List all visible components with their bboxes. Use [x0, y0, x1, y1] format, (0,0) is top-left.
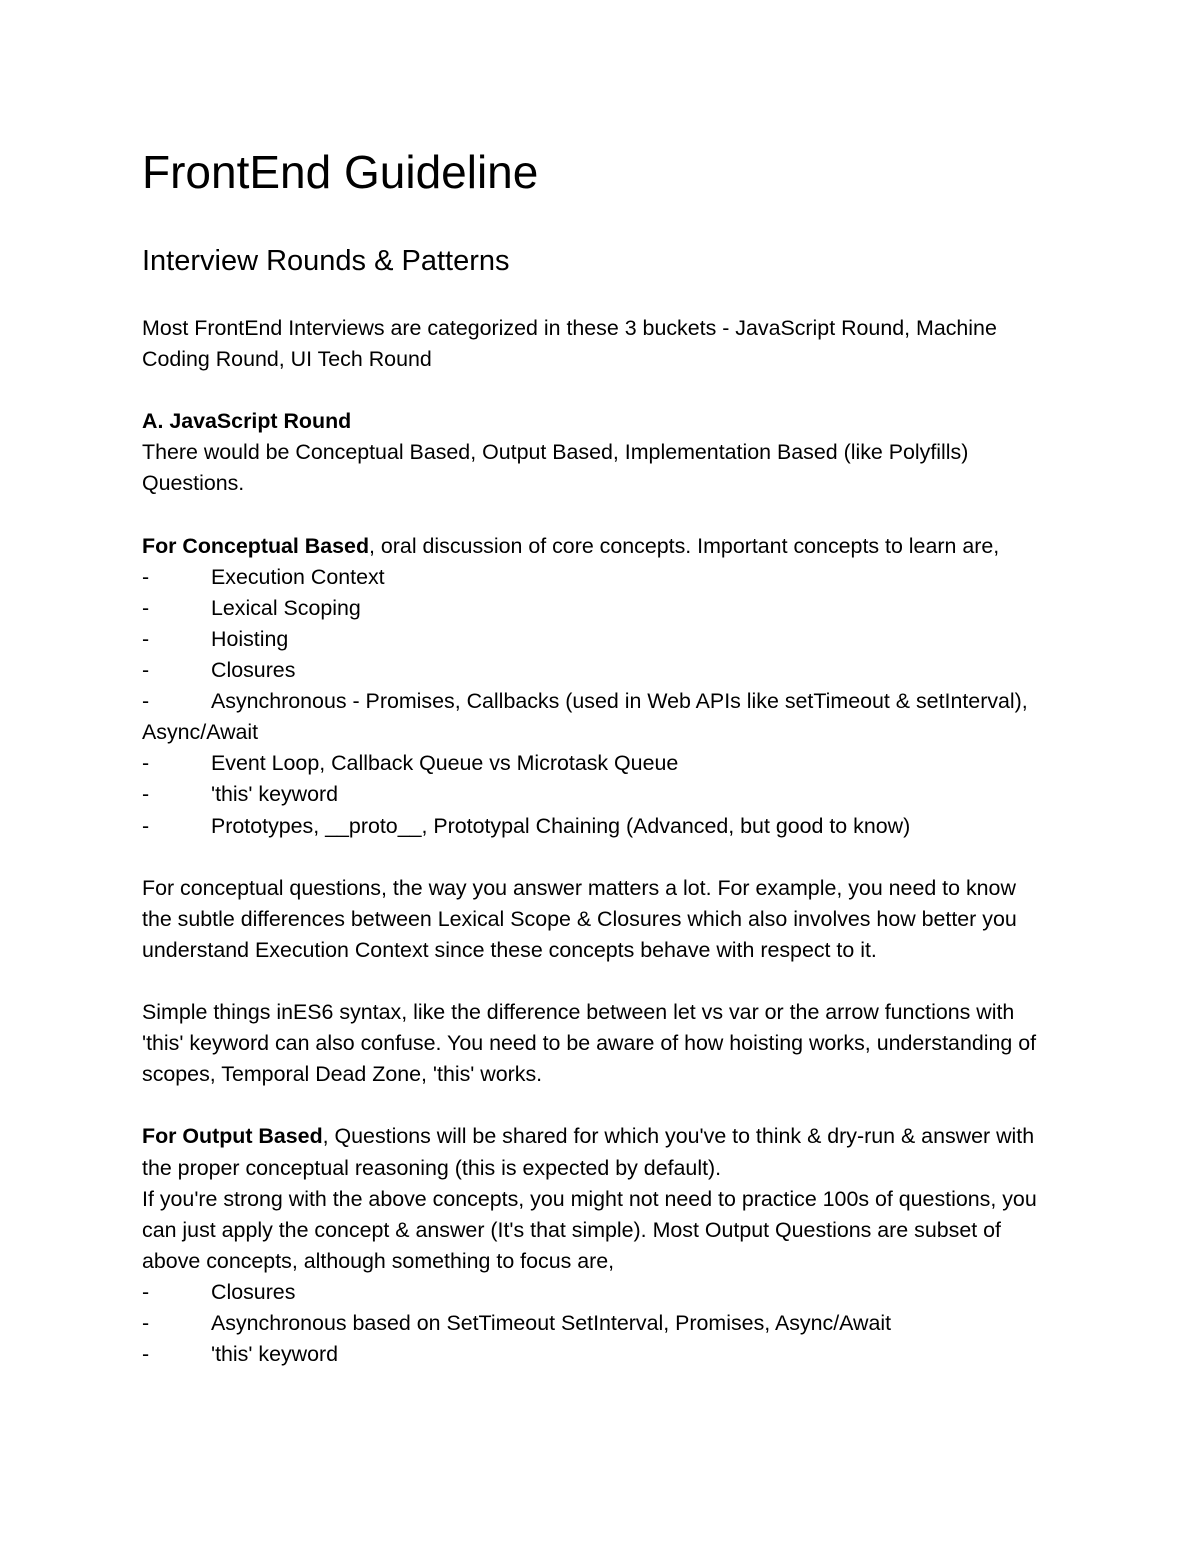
list-item — [142, 655, 1142, 686]
bullet-dash: - — [142, 813, 150, 838]
spacer — [142, 842, 1142, 873]
section-a-line: Questions. — [142, 471, 245, 496]
document-subtitle: Interview Rounds & Patterns — [142, 245, 510, 277]
list-item-text: Asynchronous - Promises, Callbacks (used in Web APIs like setTimeout & setInterval), — [211, 689, 1028, 714]
bullet-dash: - — [142, 626, 150, 651]
es6-note-line: Simple things inES6 syntax, like the difference between let vs var or the arrow functions with — [142, 1000, 1015, 1025]
list-item-text: Closures — [211, 1279, 296, 1304]
list-item-text: Execution Context — [211, 564, 385, 589]
output-line: If you're strong with the above concepts, you might not need to practice 100s of questions, you — [142, 1186, 1037, 1211]
list-item — [142, 562, 1142, 593]
list-item-text: Hoisting — [211, 626, 289, 651]
intro-line: Coding Round, UI Tech Round — [142, 347, 432, 372]
list-item-text: Asynchronous based on SetTimeout SetInterval, Promises, Async/Await — [211, 1311, 892, 1335]
conceptual-lead-bold: For Conceptual Based — [142, 533, 370, 558]
list-item-text: Lexical Scoping — [211, 595, 361, 620]
output-lead-bold: For Output Based — [142, 1124, 323, 1149]
output-line: the proper conceptual reasoning (this is expected by default). — [142, 1155, 722, 1180]
es6-note-line: scopes, Temporal Dead Zone, 'this' works. — [142, 1062, 543, 1087]
list-item — [142, 686, 1142, 717]
bullet-dash: - — [142, 658, 150, 683]
spacer — [142, 500, 1142, 531]
list-item — [142, 748, 1142, 779]
list-item — [142, 1339, 1142, 1370]
conceptual-note-line: understand Execution Context since these concepts behave with respect to it. — [142, 937, 877, 962]
conceptual-note-line: For conceptual questions, the way you answer matters a lot. For example, you need to know — [142, 875, 1016, 900]
spacer — [142, 966, 1142, 997]
intro-line: Most FrontEnd Interviews are categorized in these 3 buckets - JavaScript Round, Machine — [142, 316, 997, 340]
bullet-dash: - — [142, 751, 150, 776]
list-item — [142, 1277, 1142, 1308]
output-lead — [142, 1121, 1142, 1152]
list-item-text: Closures — [211, 658, 296, 683]
section-a-heading: A. JavaScript Round — [142, 409, 352, 434]
list-item — [142, 624, 1142, 655]
bullet-dash: - — [142, 564, 150, 589]
spacer — [142, 375, 1142, 406]
document-body — [142, 313, 1142, 1370]
bullet-dash: - — [142, 1342, 150, 1367]
list-item-continuation: Async/Await — [142, 720, 259, 745]
output-line: above concepts, although something to focus are, — [142, 1248, 615, 1273]
conceptual-lead-rest: , oral discussion of core concepts. Important concepts to learn are, — [369, 533, 1000, 558]
output-line: can just apply the concept & answer (It's that simple). Most Output Questions are subset of — [142, 1217, 1001, 1242]
list-item-text: 'this' keyword — [211, 1342, 339, 1367]
conceptual-lead — [142, 531, 1142, 562]
list-item — [142, 811, 1142, 842]
bullet-dash: - — [142, 782, 150, 807]
bullet-dash: - — [142, 1311, 150, 1335]
es6-note-line: 'this' keyword can also confuse. You need to be aware of how hoisting works, understanding of — [142, 1031, 1037, 1056]
list-item — [142, 593, 1142, 624]
conceptual-note-line: the subtle differences between Lexical Scope & Closures which also involves how better you — [142, 906, 1017, 931]
bullet-dash: - — [142, 1279, 150, 1304]
bullet-dash: - — [142, 689, 150, 714]
list-item-text: Event Loop, Callback Queue vs Microtask Queue — [211, 751, 679, 776]
bullet-dash: - — [142, 595, 150, 620]
document-title: FrontEnd Guideline — [142, 146, 539, 198]
list-item — [142, 779, 1142, 810]
spacer — [142, 1090, 1142, 1121]
list-item — [142, 1308, 1142, 1339]
list-item-text: 'this' keyword — [211, 782, 339, 807]
output-lead-rest: , Questions will be shared for which you've to think & dry-run & answer with — [322, 1124, 1035, 1149]
section-a-line: There would be Conceptual Based, Output Based, Implementation Based (like Polyfills) — [142, 440, 969, 465]
list-item-text: Prototypes, __proto__, Prototypal Chaining (Advanced, but good to know) — [211, 813, 911, 838]
